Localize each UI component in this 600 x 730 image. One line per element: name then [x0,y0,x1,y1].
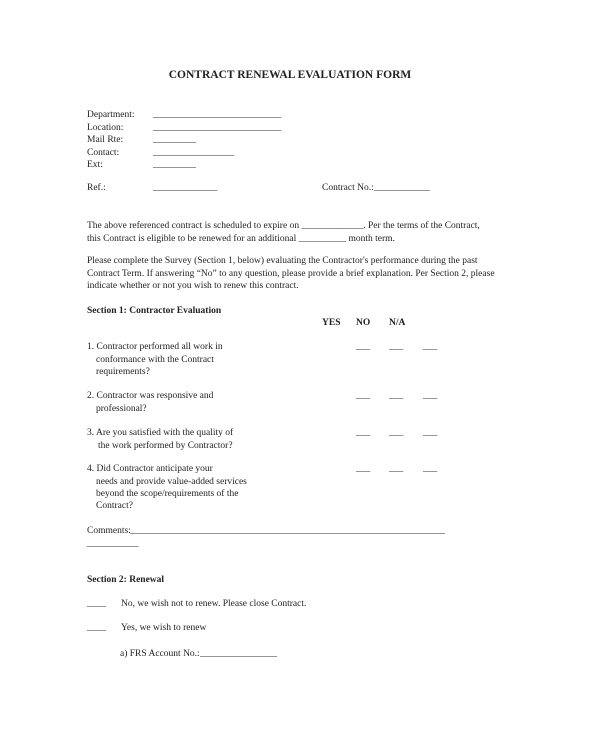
ref-blank[interactable]: _______________ [153,183,217,193]
paragraph2-line3: indicate whether or not you wish to renew this contract. [87,281,299,291]
contract-no-label: Contract No.: [322,183,374,193]
frs-account-blank[interactable]: __________________ [200,649,277,659]
paragraph1-line1: The above referenced contract is scheduled to expire on _____________. Per the terms of the Contract, [87,221,480,231]
field-label-contact: Contact: [87,147,120,158]
comments-blank-line1[interactable]: __________________________________________________________________________ [130,526,445,536]
field-label-ext: Ext: [87,160,103,170]
paragraph2-line2: Contract Term. If answering “No” to any question, please provide a brief explanation. Per Section 2, please [87,268,495,279]
question-1-line1: 1. Contractor performed all work in [87,342,223,352]
question-1-line3: requirements? [96,367,150,377]
field-blank-location[interactable]: ______________________________ [153,122,281,133]
q1-na-blank[interactable]: ___ [423,342,438,352]
q1-yes-blank[interactable]: ___ [356,342,371,352]
q3-na-blank[interactable]: ___ [423,428,438,438]
question-1-line2: conformance with the Contract [96,354,214,365]
q1-no-blank[interactable]: ___ [389,342,404,352]
field-label-location: Location: [87,122,124,133]
question-4-line4: Contract? [96,501,133,511]
field-blank-department[interactable]: ______________________________ [153,110,281,120]
q3-yes-blank[interactable]: ___ [356,428,371,438]
renew-yes-text: Yes, we wish to renew [121,623,207,633]
comments-blank-line2[interactable]: ____________ [87,539,138,549]
renew-no-blank[interactable]: ____ [87,599,106,609]
comments-label: Comments: [87,526,131,536]
paragraph1-line2: this Contract is eligible to be renewed for an additional __________ month term. [87,233,395,244]
column-yes: YES [322,318,341,328]
field-label-mail-rte: Mail Rte: [87,135,124,145]
form-title: CONTRACT RENEWAL EVALUATION FORM [168,69,412,81]
column-no: NO [356,318,371,328]
question-4-line1: 4. Did Contractor anticipate your [87,464,213,474]
question-4-line3: beyond the scope/requirements of the [96,489,239,499]
question-3-line2: the work performed by Contractor? [98,440,233,451]
question-2-line1: 2. Contractor was responsive and [87,391,214,401]
q2-yes-blank[interactable]: ___ [356,391,371,401]
section2-heading: Section 2: Renewal [87,575,165,585]
contract-no-blank[interactable]: _____________ [374,183,430,193]
field-blank-ext[interactable]: __________ [153,160,196,170]
paragraph2-line1: Please complete the Survey (Section 1, below) evaluating the Contractor's performance during the past [87,256,478,266]
renew-no-text: No, we wish not to renew. Please close Contract. [121,599,307,609]
q4-yes-blank[interactable]: ___ [356,464,371,474]
field-blank-contact[interactable]: ___________________ [153,147,234,158]
q2-no-blank[interactable]: ___ [389,391,404,401]
q3-no-blank[interactable]: ___ [389,428,404,438]
column-na: N/A [389,318,406,328]
renew-yes-blank[interactable]: ____ [87,623,106,633]
frs-account-label: a) FRS Account No.: [120,649,200,659]
question-2-line2: professional? [96,403,147,414]
ref-label: Ref.: [87,183,106,193]
field-label-department: Department: [87,110,135,120]
field-blank-mail-rte[interactable]: __________ [153,135,196,145]
q4-no-blank[interactable]: ___ [389,464,404,474]
q2-na-blank[interactable]: ___ [423,391,438,401]
q4-na-blank[interactable]: ___ [423,464,438,474]
question-4-line2: needs and provide value-added services [96,476,247,487]
question-3-line1: 3. Are you satisfied with the quality of [87,428,234,438]
section1-heading: Section 1: Contractor Evaluation [87,306,222,316]
